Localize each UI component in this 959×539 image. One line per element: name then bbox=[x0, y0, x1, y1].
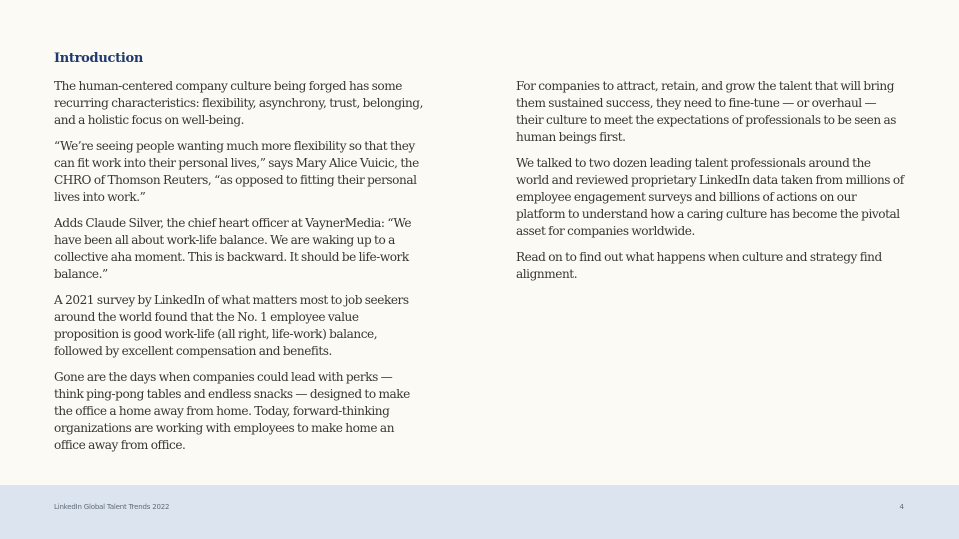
paragraph-attract-retain: For companies to attract, retain, and grow the talent that will bring them sustained success, they need to fine-tune — or overhaul — their culture to meet the expectations of professionals to be seen as human beings first. bbox=[516, 79, 897, 145]
page-footer bbox=[0, 485, 959, 539]
paragraph-research-method: We talked to two dozen leading talent professionals around the world and reviewed proprietary LinkedIn data taken from millions of employee engagement surveys and billions of actions on our platform to understand how a caring culture has become the pivotal asset for companies worldwide. bbox=[516, 155, 904, 239]
paragraph-read-on: Read on to find out what happens when culture and strategy find alignment. bbox=[516, 250, 882, 282]
right-text-column bbox=[516, 78, 904, 292]
page-number: 4 bbox=[899, 503, 904, 511]
paragraph-linkedin-survey: A 2021 survey by LinkedIn of what matters most to job seekers around the world found that the No. 1 employee value proposition is good work-life (all right, life-work) balance, followed by excellent compensation and benefits. bbox=[54, 292, 409, 359]
paragraph-perks: Gone are the days when companies could lead with perks — think ping-pong tables and endless snacks — designed to make the office a home away from home. Today, forward-thinking organizations are working with employees to make home an office away from office. bbox=[54, 369, 410, 453]
section-heading: Introduction bbox=[54, 51, 143, 66]
paragraph-vuicic-quote: “We’re seeing people wanting much more flexibility so that they can fit work into their personal lives,” says Mary Alice Vuicic, the CHRO of Thomson Reuters, “as opposed to fitting their personal lives into work.” bbox=[54, 138, 419, 205]
footer-publication-title: LinkedIn Global Talent Trends 2022 bbox=[54, 503, 170, 511]
paragraph-silver-quote: Adds Claude Silver, the chief heart officer at VaynerMedia: “We have been all about work-life balance. We are waking up to a collective aha moment. This is backward. It should be life-work balance.” bbox=[54, 215, 412, 282]
left-text-column bbox=[54, 78, 424, 463]
paragraph-culture-characteristics: The human-centered company culture being forged has some recurring characteristics: flexibility, asynchrony, trust, belonging, and a holistic focus on well-being. bbox=[54, 79, 423, 128]
